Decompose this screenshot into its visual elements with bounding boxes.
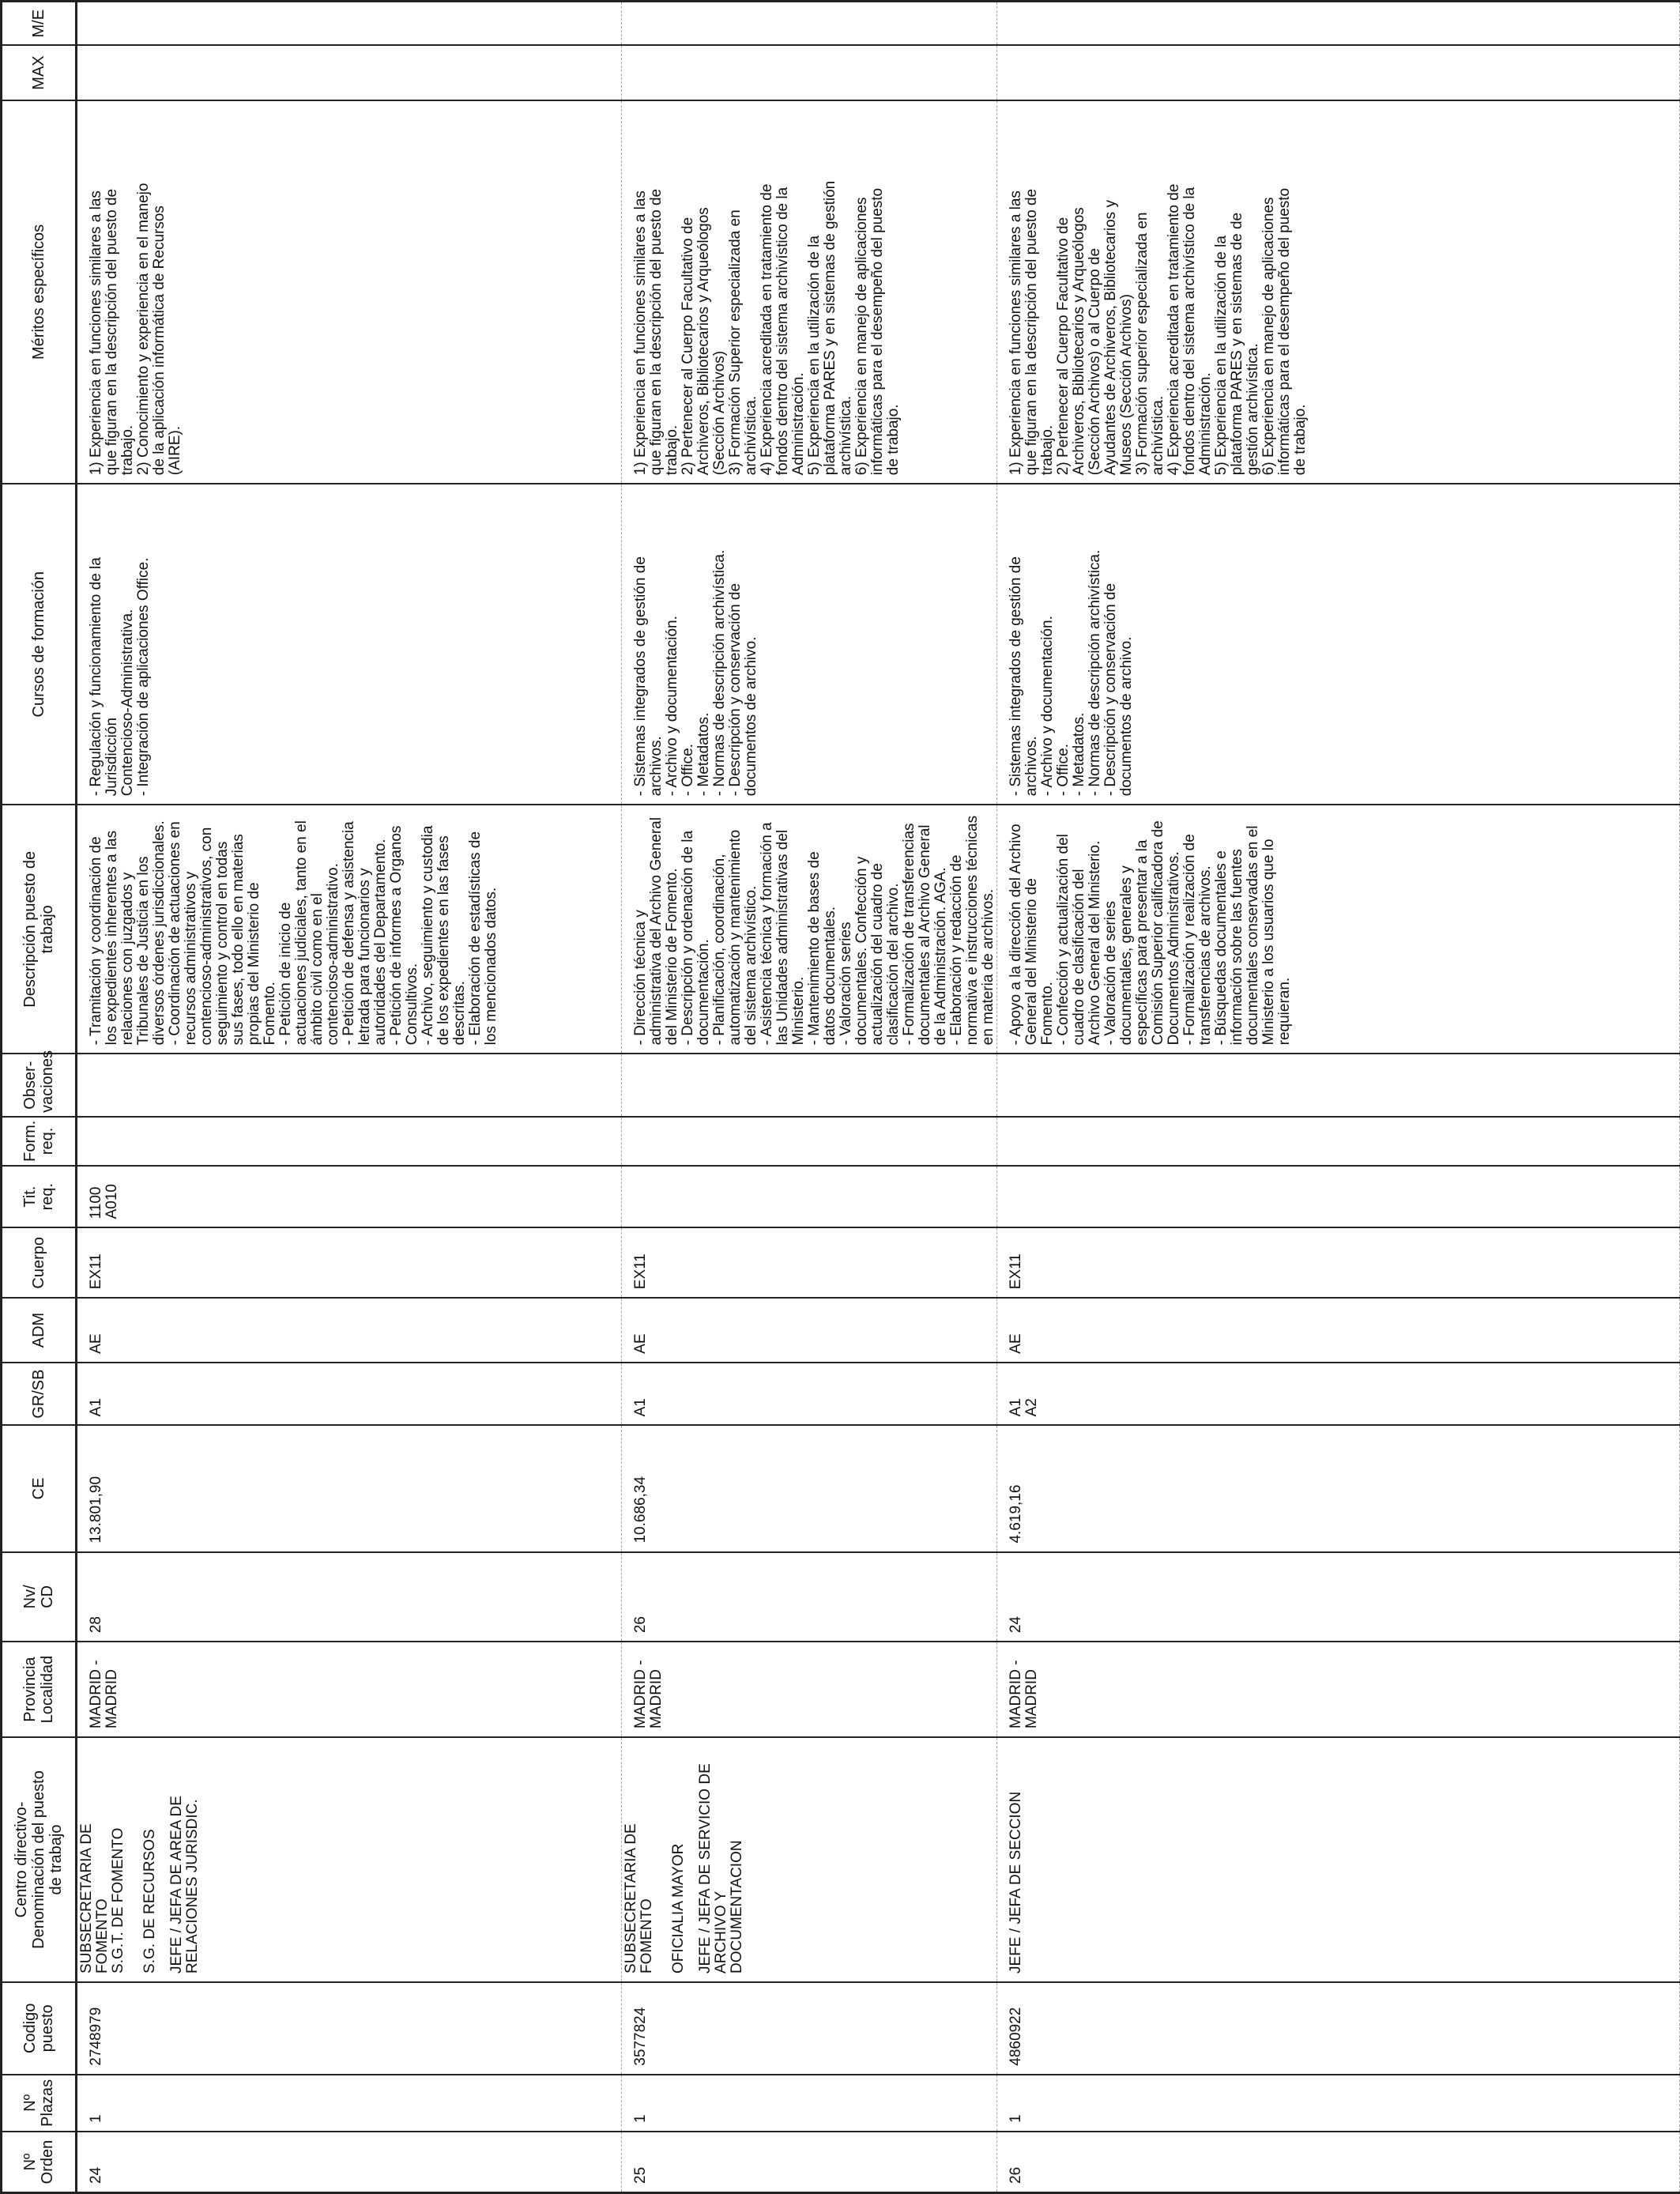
cell-me [997, 2, 1680, 46]
cell-tit: 1100 A010 [77, 1166, 622, 1228]
cell-me [77, 2, 622, 46]
centro-directivo: SUBSECRETARIA DE FOMENTO S.G.T. DE FOMENTO S.G. DE RECURSOS [78, 1823, 158, 1973]
cell-provincia: MADRID - MADRID [622, 1642, 997, 1737]
cell-obs [997, 1054, 1680, 1117]
cell-orden: 26 [997, 2132, 1680, 2192]
cell-centro [622, 1737, 997, 1982]
header-provincia: Provincia Localidad [2, 1642, 77, 1737]
header-me: M/E [2, 2, 77, 46]
cell-max [997, 45, 1680, 100]
cell-descripcion: - Tramitación y coordinación de los expedientes inherentes a las relaciones con juzgados y Tribunales de Justicia en los diversos órdenes jurisdiccionales. - Coordinación de actuaciones en recursos administrativos y contencioso-administrativos, con seguimiento y control en todas sus fases, todo ello en materias propias del Ministerio de Fomento. - Petición de inicio de actuaciones judiciales, tanto en el ámbito civil como en el contencioso-administrativo. - Petición de defensa y asistencia letrada para funcionarios y autoridades del Departamento. - Petición de informes a Organos Consultivos. - Archivo, seguimiento y custodia de los expedientes en las fases descritas. - Elaboración de estadísticas de los mencionados datos. [77, 805, 622, 1054]
cell-adm: AE [622, 1298, 997, 1363]
cell-obs [622, 1054, 997, 1117]
cell-meritos: 1) Experiencia en funciones similares a las que figuran en la descripción del puesto de trabajo. 2) Conocimiento y experiencia en el manejo de la aplicación informática de Recursos (AIRE). [77, 100, 622, 484]
cell-cursos: - Regulación y funcionamiento de la Jurisdicción Contencioso-Administrativa. - Integración de aplicaciones Office. [77, 484, 622, 805]
cell-max [622, 45, 997, 100]
cell-codigo: 3577824 [622, 1982, 997, 2075]
cell-nivel: 24 [997, 1552, 1680, 1642]
table-row [77, 2, 622, 2193]
cell-descripcion: - Apoyo a la dirección del Archivo General del Ministerio de Fomento. - Confección y actualización del cuadro de clasificación del Archivo General del Ministerio. - Valoración de series documentales, generales y específicas para presentar a la Comisión Superior calificadora de Documentos Administrativos. - Formalización y realización de transferencias de archivos. - Búsquedas documentales e información sobre las fuentes documentales conservadas en el Ministerio a los usuarios que lo requieran. [997, 805, 1680, 1054]
cell-grsb: A1 [622, 1363, 997, 1426]
header-obs: Obser- vaciones [2, 1054, 77, 1117]
cell-meritos: 1) Experiencia en funciones similares a las que figuran en la descripción del puesto de trabajo. 2) Pertenecer al Cuerpo Facultativo de Archiveros, Bibliotecarios y Arqueólogos (Sección Archivos) 3) Formación Superior especializada en archivística. 4) Experiencia acreditada en tratamiento de fondos dentro del sistema archivístico de la Administración. 5) Experiencia en la utilización de la plataforma PARES y en sistemas de gestión archivística. 6) Experiencia en manejo de aplicaciones informáticas para el desempeño del puesto de trabajo. [622, 100, 997, 484]
cell-codigo: 2748979 [77, 1982, 622, 2075]
header-adm: ADM [2, 1298, 77, 1363]
header-centro: Centro directivo- Denominación del puesto de trabajo [2, 1737, 77, 1982]
cell-nivel: 28 [77, 1552, 622, 1642]
cell-adm: AE [997, 1298, 1680, 1363]
header-row [2, 2, 77, 2193]
cell-descripcion: - Dirección técnica y administrativa del Archivo General del Ministerio de Fomento. - Descripción y ordenación de la documentación. - Planificación, coordinación, automatización y mantenimiento del sistema archivístico. - Asistencia técnica y formación a las Unidades administrativas del Ministerio. - Mantenimiento de bases de datos documentales. - Valoración series documentales. Confección y actualización del cuadro de clasificación del archivo. - Formalización de transferencias documentales al Archivo General de la Administración. AGA. - Elaboración y redacción de normativa e instrucciones técnicas en materia de archivos. [622, 805, 997, 1054]
header-nivel: Nv/ CD [2, 1552, 77, 1642]
cell-provincia: MADRID - MADRID [77, 1642, 622, 1737]
header-ce: CE [2, 1425, 77, 1551]
puesto-denominacion: JEFE / JEFA DE AREA DE RELACIONES JURISDIC. [168, 1796, 201, 1973]
header-form: Form. req. [2, 1117, 77, 1166]
cell-cuerpo: EX11 [77, 1227, 622, 1298]
header-meritos: Méritos específicos [2, 100, 77, 484]
cell-plazas: 1 [77, 2075, 622, 2132]
table-row [997, 2, 1680, 2193]
cell-form [622, 1117, 997, 1166]
cell-plazas: 1 [997, 2075, 1680, 2132]
header-codigo: Codigo puesto [2, 1982, 77, 2075]
cell-orden: 25 [622, 2132, 997, 2192]
header-tit: Tit. req. [2, 1166, 77, 1228]
cell-obs [77, 1054, 622, 1117]
puesto-denominacion: JEFE / JEFA DE SECCION [1008, 1791, 1024, 1973]
cell-max [77, 45, 622, 100]
header-descripcion: Descripción puesto de trabajo [2, 805, 77, 1054]
cell-cursos: - Sistemas integrados de gestión de archivos. - Archivo y documentación. - Office. - Metadatos. - Normas de descripción archivística. - Descripción y conservación de documentos de archivo. [997, 484, 1680, 805]
centro-directivo: SUBSECRETARIA DE FOMENTO OFICIALIA MAYOR [623, 1823, 687, 1973]
cell-plazas: 1 [622, 2075, 997, 2132]
cell-centro [997, 1737, 1680, 1982]
header-cuerpo: Cuerpo [2, 1227, 77, 1298]
cell-provincia: MADRID - MADRID [997, 1642, 1680, 1737]
header-cursos: Cursos de formación [2, 484, 77, 805]
cell-cuerpo: EX11 [622, 1227, 997, 1298]
header-max: MAX [2, 45, 77, 100]
cell-form [77, 1117, 622, 1166]
table-row [622, 2, 997, 2193]
cell-tit [997, 1166, 1680, 1228]
header-orden: Nº Orden [2, 2132, 77, 2192]
cell-cursos: - Sistemas integrados de gestión de archivos. - Archivo y documentación. - Office. - Metadatos. - Normas de descripción archivística. - Descripción y conservación de documentos de archivo. [622, 484, 997, 805]
cell-orden: 24 [77, 2132, 622, 2192]
cell-ce: 13.801,90 [77, 1425, 622, 1551]
cell-grsb: A1 A2 [997, 1363, 1680, 1426]
cell-centro [77, 1737, 622, 1982]
cell-adm: AE [77, 1298, 622, 1363]
header-grsb: GR/SB [2, 1363, 77, 1426]
cell-grsb: A1 [77, 1363, 622, 1426]
header-plazas: Nº Plazas [2, 2075, 77, 2132]
cell-cuerpo: EX11 [997, 1227, 1680, 1298]
cell-codigo: 4860922 [997, 1982, 1680, 2075]
cell-ce: 10.686,34 [622, 1425, 997, 1551]
cell-tit [622, 1166, 997, 1228]
cell-form [997, 1117, 1680, 1166]
cell-me [622, 2, 997, 46]
cell-meritos: 1) Experiencia en funciones similares a las que figuran en la descripción del puesto de trabajo. 2) Pertenecer al Cuerpo Facultativo de Archiveros, Bibliotecarios y Arqueólogos (Sección Archivos) o al Cuerpo de Ayudantes de Archiveros, Bibliotecarios y Museos (Sección Archivos) 3) Formación superior especializada en archivística. 4) Experiencia acreditada en tratamiento de fondos dentro del sistema archivístico de la Administración. 5) Experiencia en la utilización de la plataforma PARES y en sistemas de de gestión archivística. 6) Experiencia en manejo de aplicaciones informáticas para el desempeño del puesto de trabajo. [997, 100, 1680, 484]
cell-ce: 4.619,16 [997, 1425, 1680, 1551]
puesto-denominacion: JEFE / JEFA DE SERVICIO DE ARCHIVO Y DOCUMENTACION [697, 1763, 745, 1973]
cell-nivel: 26 [622, 1552, 997, 1642]
